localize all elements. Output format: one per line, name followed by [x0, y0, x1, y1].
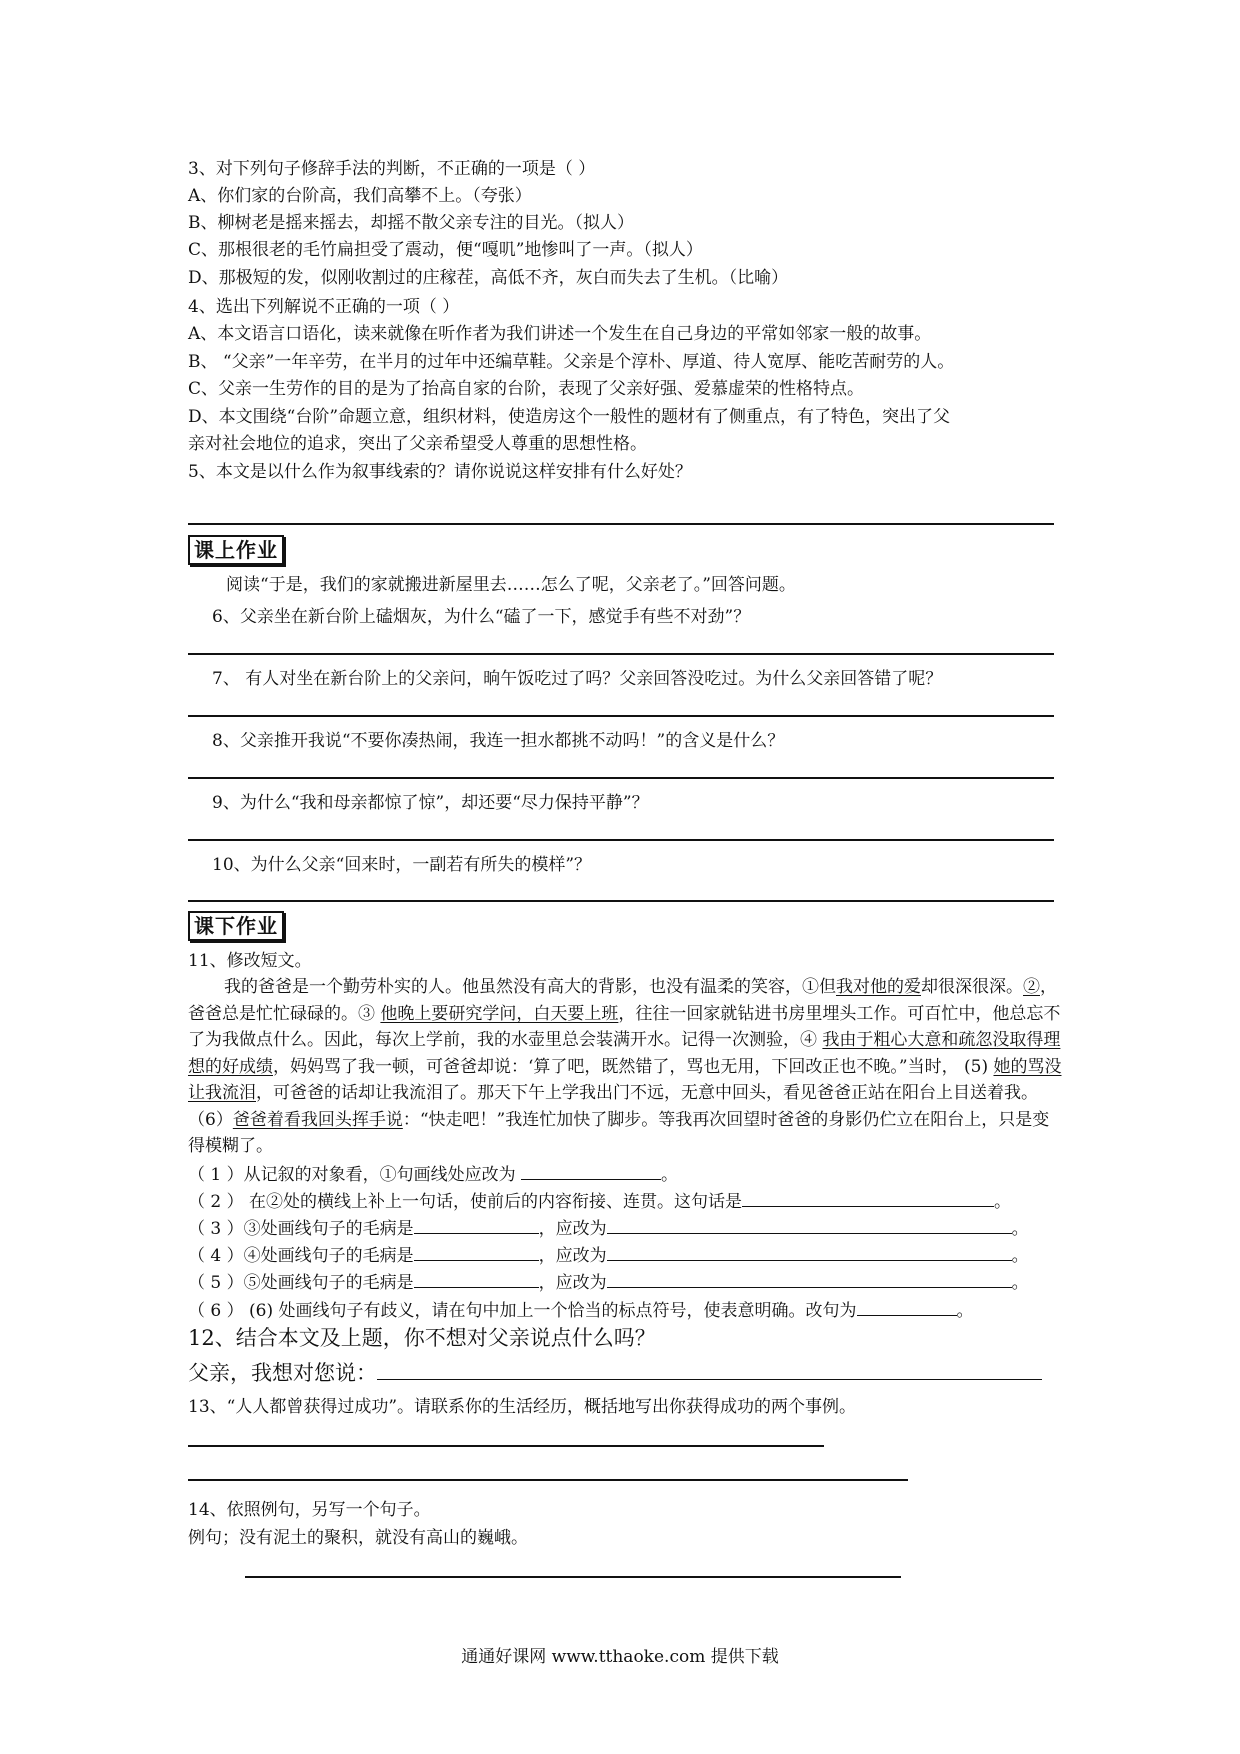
answer-blank[interactable] — [414, 1215, 539, 1234]
answer-blank[interactable] — [607, 1215, 1012, 1234]
sub-question-4: （ 4 ）④处画线句子的毛病是 ，应改为 。 — [188, 1242, 1063, 1267]
answer-blank[interactable] — [377, 1357, 1042, 1380]
answer-line[interactable] — [188, 900, 1054, 902]
answer-blank[interactable] — [607, 1269, 1012, 1288]
passage — [188, 974, 1063, 1160]
q7-question: 7、 有人对坐在新台阶上的父亲问，晌午饭吃过了吗？父亲回答没吃过。为什么父亲回答错了呢？ — [212, 669, 943, 689]
answer-blank[interactable] — [521, 1161, 661, 1180]
passage-text: ，可爸爸的话却让我流泪了。那天下午上学我出门不远，无意中回头，看见爸爸正站在阳台上目送着我。（6） — [188, 1083, 1038, 1130]
answer-line[interactable] — [188, 523, 1054, 525]
q3-option-c: C、那根很老的毛竹扁担受了震动，便“嘎叽”地惨叫了一声。（拟人） — [188, 240, 703, 260]
q3-option-a: A、你们家的台阶高，我们高攀不上。（夸张） — [188, 186, 532, 206]
answer-blank[interactable] — [414, 1269, 539, 1288]
underlined-sentence-6: 爸爸着看我回头挥手说 — [232, 1109, 403, 1130]
sub-question-6: （ 6 ） (6) 处画线句子有歧义，请在句中加上一个恰当的标点符号，使表意明确。改句为 。 — [188, 1297, 1063, 1322]
q4-option-b: B、 “父亲”一年辛劳，在半月的过年中还编草鞋。父亲是个淳朴、厚道、待人宽厚、能吃苦耐劳的人。 — [188, 352, 955, 372]
q4-stem: 4、选出下列解说不正确的一项（ ） — [188, 297, 460, 317]
sub-question-3: （ 3 ）③处画线句子的毛病是 ，应改为 。 — [188, 1215, 1063, 1240]
answer-line[interactable] — [245, 1576, 901, 1578]
q5-question: 5、本文是以什么作为叙事线索的？请你说说这样安排有什么好处？ — [188, 462, 692, 482]
underlined-sentence-5: 她的骂没让我流泪 — [188, 1056, 1062, 1103]
passage-text: 我的爸爸是一个勤劳朴实的人。他虽然没有高大的背影，也没有温柔的笑容， — [224, 977, 802, 997]
q10-question: 10、为什么父亲“回来时，一副若有所失的模样”？ — [212, 855, 592, 875]
q3-stem: 3、对下列句子修辞手法的判断，不正确的一项是（ ） — [188, 159, 596, 179]
q13-question: 13、“人人都曾获得过成功”。请联系你的生活经历，概括地写出你获得成功的两个事例。 — [188, 1397, 857, 1417]
q12-prompt: 父亲，我想对您说： — [188, 1357, 1063, 1387]
page-footer: 通通好课网 www.tthaoke.com 提供下载 — [461, 1647, 779, 1667]
answer-blank[interactable] — [742, 1188, 994, 1207]
passage-text: ，往往一回家就钻进书房里埋头工作。可百忙中，他总忘不了为我做点什么。因此，每次上学前，我的水壶里总会装满开水。记得一次测验，④ — [188, 1003, 1061, 1050]
passage-text: ，爸爸总是忙忙碌碌的。③ — [188, 977, 1057, 1024]
q3-option-b: B、柳树老是摇来摇去，却摇不散父亲专注的目光。（拟人） — [188, 213, 634, 233]
q8-question: 8、父亲推开我说“不要你凑热闹，我连一担水都挑不动吗！”的含义是什么？ — [212, 731, 785, 751]
q3-option-d: D、那极短的发，似刚收割过的庄稼茬，高低不齐，灰白而失去了生机。（比喻） — [188, 268, 789, 288]
passage-text: ：“快走吧！”我连忙加快了脚步。等我再次回望时爸爸的身影仍伫立在阳台上，只是变得模糊了。 — [188, 1109, 1050, 1156]
underlined-sentence-3: 他晚上要研究学问，白天要上班 — [380, 1003, 619, 1024]
answer-blank[interactable] — [414, 1242, 539, 1261]
q4-option-d-cont: 亲对社会地位的追求，突出了父亲希望受人尊重的思想性格。 — [188, 434, 647, 454]
q9-question: 9、为什么“我和母亲都惊了惊”，却还要“尽力保持平静”？ — [212, 793, 649, 813]
q4-option-d: D、本文围绕“台阶”命题立意，组织材料，使造房这个一般性的题材有了侧重点，有了特色，突出了父 — [188, 407, 951, 427]
q4-option-c: C、父亲一生劳作的目的是为了抬高自家的台阶，表现了父亲好强、爱慕虚荣的性格特点。 — [188, 379, 865, 399]
passage-text: 却很深很深。 — [921, 977, 1023, 997]
answer-line[interactable] — [188, 653, 1054, 655]
answer-line[interactable] — [188, 715, 1054, 717]
reading-instruction: 阅读“于是，我们的家就搬进新屋里去……怎么了呢，父亲老了。”回答问题。 — [226, 575, 796, 595]
q14-question: 14、依照例句，另写一个句子。 — [188, 1500, 431, 1520]
answer-line[interactable] — [188, 839, 1054, 841]
answer-line[interactable] — [188, 1445, 824, 1447]
mark-1: ①但 — [802, 977, 836, 997]
answer-blank[interactable] — [607, 1242, 1012, 1261]
underlined-sentence-4: 我由于粗心大意和疏忽没取得理想的好成绩 — [188, 1030, 1061, 1077]
sub-question-5: （ 5 ）⑤处画线句子的毛病是 ，应改为 。 — [188, 1269, 1063, 1294]
section-title-after-class: 课下作业 — [188, 911, 284, 941]
answer-line[interactable] — [188, 1479, 908, 1481]
answer-line[interactable] — [188, 777, 1054, 779]
q6-question: 6、父亲坐在新台阶上磕烟灰，为什么“磕了一下，感觉手有些不对劲”？ — [212, 607, 751, 627]
underlined-phrase-1: 我对他的爱 — [836, 977, 921, 997]
q11-title: 11、修改短文。 — [188, 951, 312, 971]
passage-text: ，妈妈骂了我一顿，可爸爸却说：‘算了吧，既然错了，骂也无用，下回改正也不晚。”当时， (5) — [273, 1056, 994, 1077]
section-title-in-class: 课上作业 — [188, 535, 284, 565]
answer-blank[interactable] — [857, 1297, 957, 1316]
q4-option-a: A、本文语言口语化，读来就像在听作者为我们讲述一个发生在自己身边的平常如邻家一般的故事。 — [188, 324, 932, 344]
q14-example: 例句；没有泥土的聚积，就没有高山的巍峨。 — [188, 1528, 528, 1548]
sub-question-2: （ 2 ） 在②处的横线上补上一句话，使前后的内容衔接、连贯。这句话是 。 — [188, 1188, 1063, 1213]
sub-question-1: （ 1 ）从记叙的对象看，①句画线处应改为 。 — [188, 1161, 1063, 1186]
blank-mark-2: ② — [1023, 977, 1040, 997]
q12-question: 12、结合本文及上题，你不想对父亲说点什么吗？ — [188, 1326, 656, 1350]
